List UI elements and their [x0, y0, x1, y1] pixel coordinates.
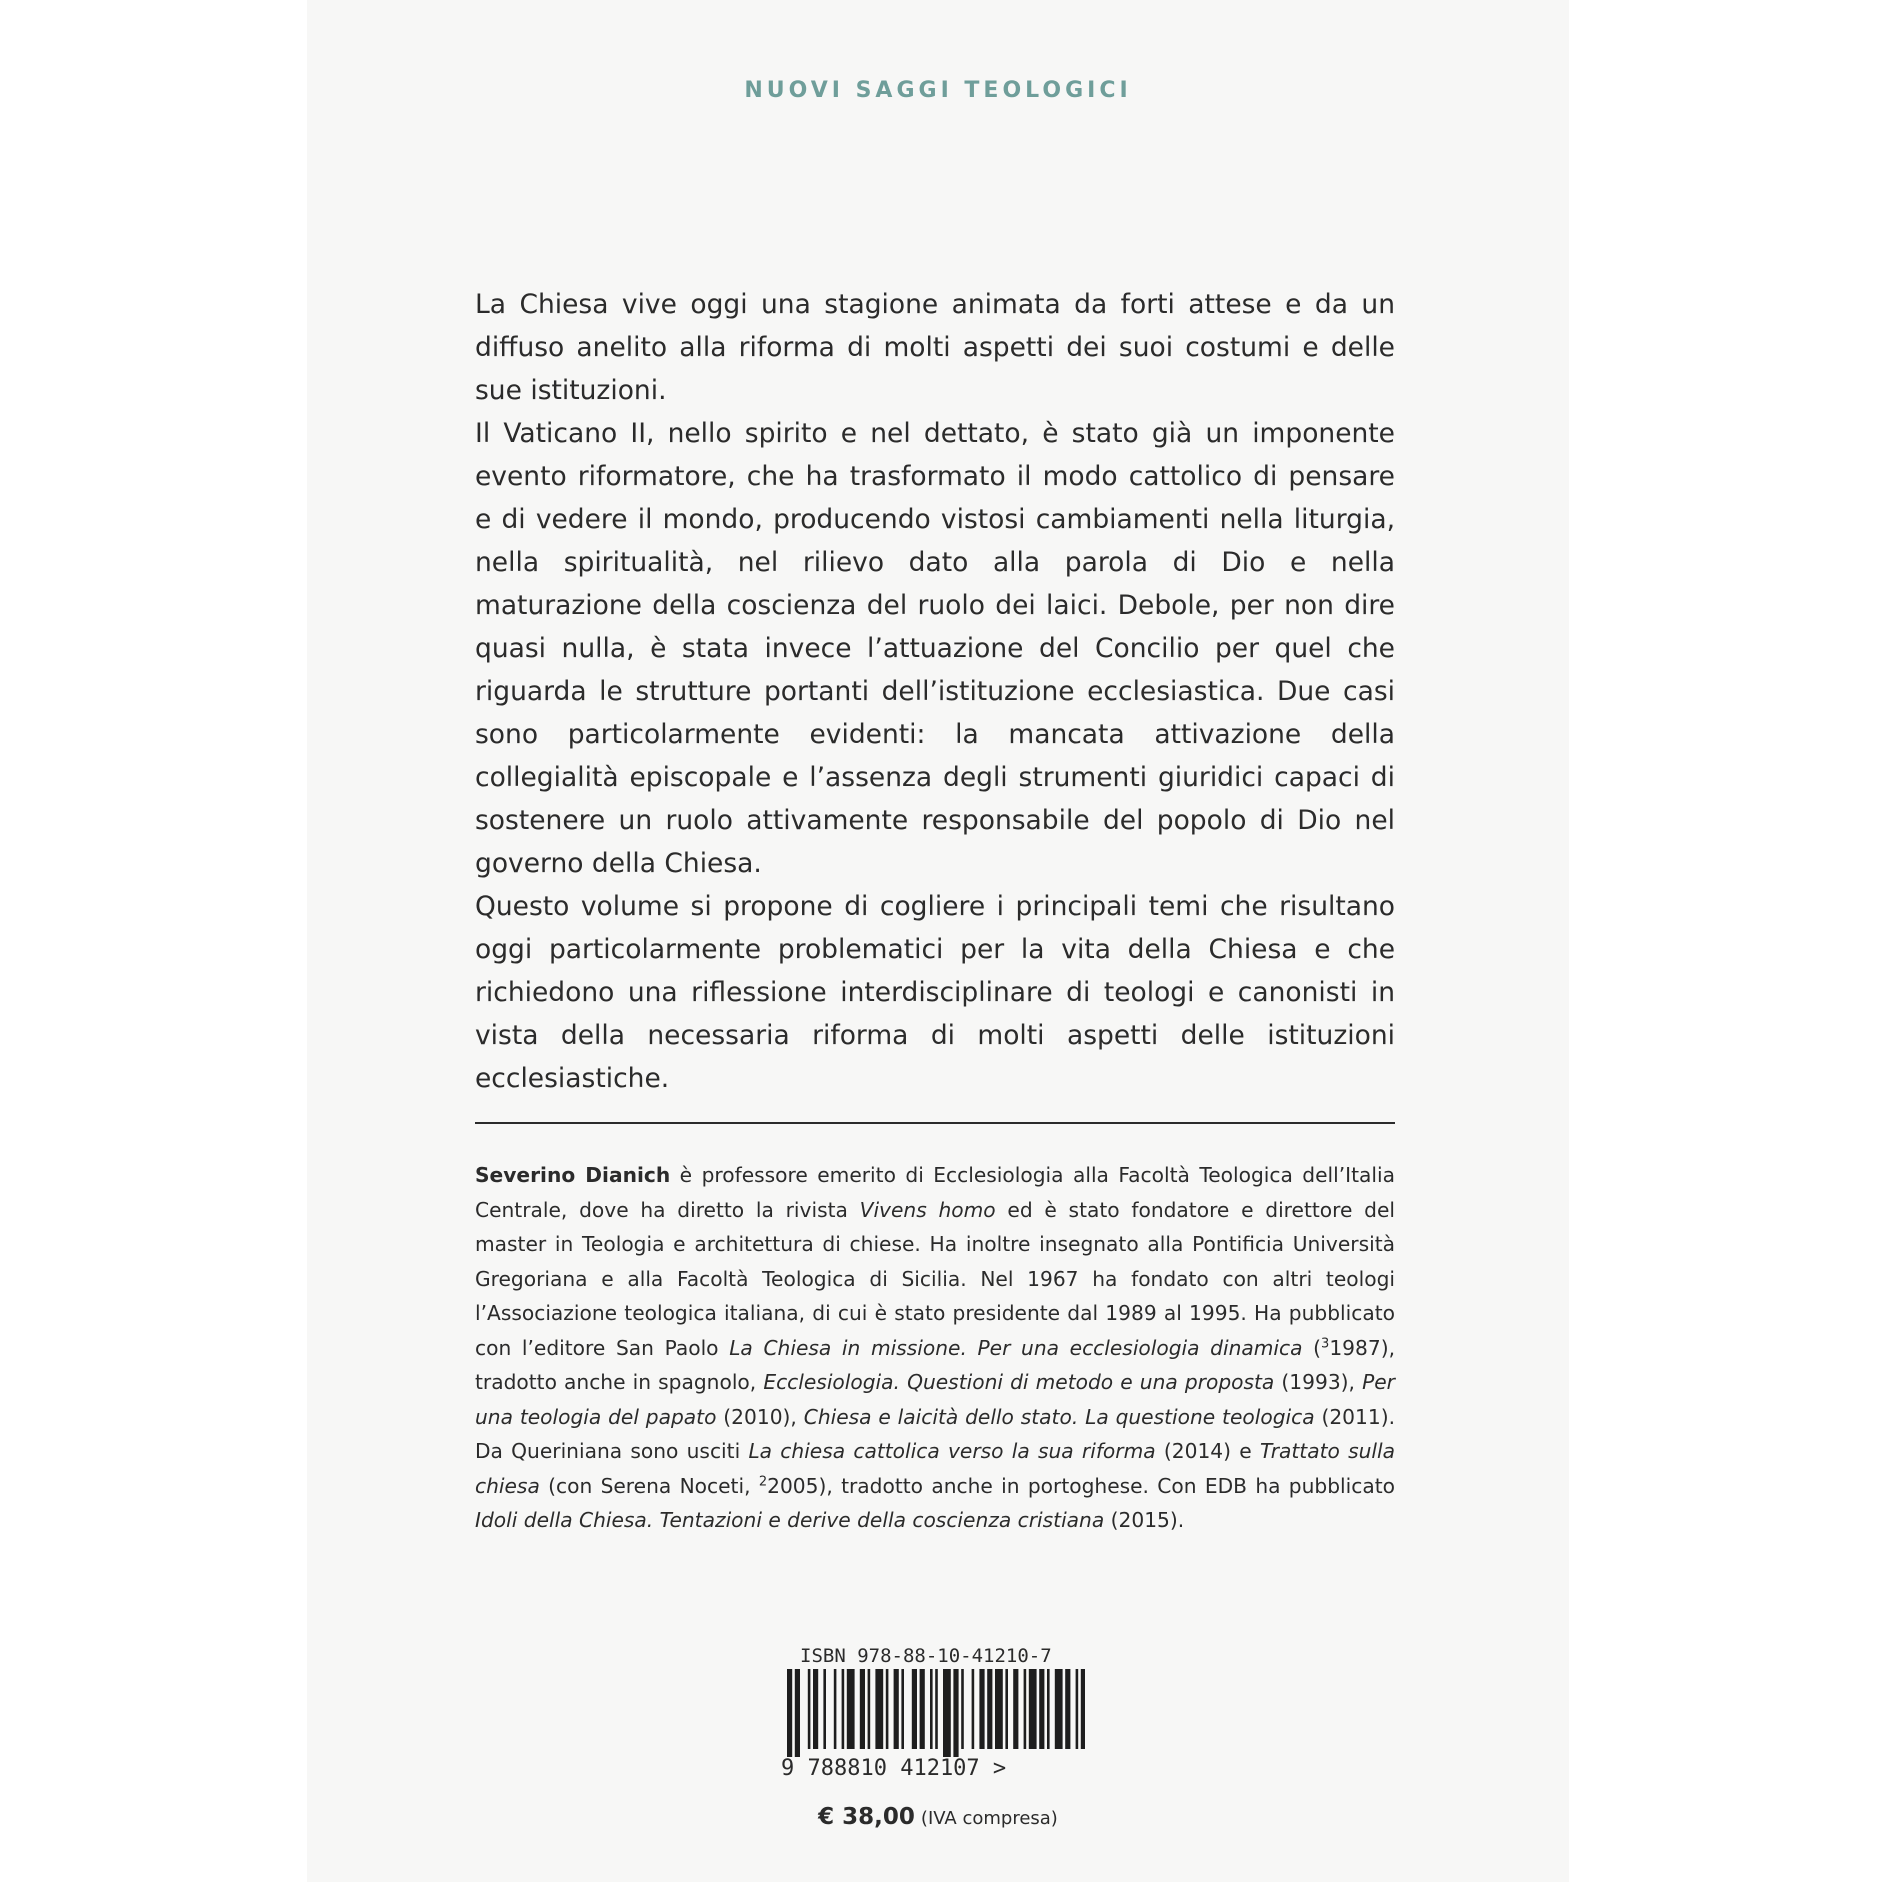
price-note: (IVA compresa): [920, 1808, 1058, 1829]
barcode-bar: [860, 1669, 865, 1749]
bio-title: Vivens homo: [859, 1197, 996, 1222]
edition-superscript: 2: [758, 1473, 768, 1489]
blurb: [475, 283, 1395, 1100]
barcode-bar: [930, 1669, 933, 1749]
barcode-bar: [935, 1669, 938, 1749]
bio-title: La Chiesa in missione. Per una ecclesiologia dinamica: [729, 1335, 1303, 1360]
barcode-bar: [1065, 1669, 1070, 1749]
barcode-bar: [972, 1669, 975, 1749]
barcode-image: [785, 1669, 1085, 1757]
barcode-bar: [912, 1669, 917, 1749]
barcode-bar: [787, 1669, 792, 1757]
barcode-bar: [847, 1669, 855, 1749]
bio-text: ed è stato fondatore e direttore del master in Teologia e architettura di chiese. Ha inoltre insegnato alla Pontificia Università Gregoriana e alla Facoltà Teologica di Sicilia. Nel 1967 ha fondato con altri teologi l’Associazione teologica italiana, di cui è stato presidente dal 1989 al 1995. Ha pubblicato con l’editore San Paolo: [475, 1197, 1395, 1360]
author-bio: [475, 1158, 1395, 1538]
bio-text: 2005), tradotto anche in portoghese. Con EDB ha pubblicato: [767, 1473, 1395, 1498]
barcode-bar: [1029, 1669, 1037, 1749]
barcode-bar: [920, 1669, 925, 1749]
blurb-paragraph-2: Il Vaticano II, nello spirito e nel dettato, è stato già un imponente evento riformatore, che ha trasformato il modo cattolico di pensare e di vedere il mondo, producendo vistosi cambiamenti nella liturgia, nella spiritualità, nel rilievo dato alla parola di Dio e nella maturazione della coscienza del ruolo dei laici. Debole, per non dire quasi nulla, è stata invece l’attuazione del Concilio per quel che riguarda le strutture portanti dell’istituzione ecclesiastica. Due casi sono particolarmente evidenti: la mancata attivazione della collegialità episcopale e l’assenza degli strumenti giuridici capaci di sostenere un ruolo attivamente responsabile del popolo di Dio nel governo della Chiesa.: [475, 418, 1395, 879]
bio-title: Idoli della Chiesa. Tentazioni e derive della coscienza cristiana: [475, 1508, 1105, 1532]
barcode-bar: [875, 1669, 883, 1749]
barcode-bar: [894, 1669, 899, 1749]
barcode-bar: [842, 1669, 845, 1749]
barcode-bar: [901, 1669, 904, 1749]
barcode-bar: [795, 1669, 800, 1757]
barcode-bar: [1076, 1669, 1079, 1749]
barcode-bar: [886, 1669, 889, 1749]
edition-superscript: 3: [1321, 1335, 1330, 1351]
bio-title: Chiesa e laicità dello stato. La questione teologica: [803, 1404, 1315, 1429]
author-name: Severino Dianich: [475, 1163, 671, 1187]
bio-title: La chiesa cattolica verso la sua riforma: [748, 1439, 1156, 1463]
bio-title: Trattato sulla chiesa: [475, 1439, 1395, 1498]
barcode-bar: [1055, 1669, 1063, 1749]
ean-digits: 9 788810 412107 >: [781, 1756, 1007, 1781]
bio-title: Per una teologia del papato: [475, 1370, 1395, 1429]
bio-text: (2011). Da Queriniana sono usciti: [475, 1404, 1395, 1463]
bio-text: (2010),: [716, 1404, 804, 1429]
barcode-bar: [1081, 1669, 1085, 1749]
barcode-bar: [1039, 1669, 1044, 1749]
price-line: [307, 1804, 1569, 1830]
barcode-bar: [1024, 1669, 1027, 1749]
barcode-bar: [987, 1669, 992, 1749]
barcode-bar: [1013, 1669, 1018, 1749]
bio-text: (2014) e: [1155, 1439, 1260, 1463]
barcode-bar: [808, 1669, 811, 1749]
price: € 38,00: [818, 1804, 915, 1830]
barcode-bar: [813, 1669, 818, 1749]
barcode-bar: [953, 1669, 958, 1757]
barcode-bar: [1047, 1669, 1050, 1749]
bio-text: 1987), tradotto anche in spagnolo,: [475, 1335, 1395, 1394]
blurb-paragraph-3: Questo volume si propone di cogliere i principali temi che risultano oggi particolarmente problematici per la vita della Chiesa e che richiedono una riflessione interdisciplinare di teologi e canonisti in vista della necessaria riforma di molti aspetti delle istituzioni ecclesiastiche.: [475, 891, 1395, 1094]
barcode-bar: [979, 1669, 984, 1749]
barcode-bar: [834, 1669, 837, 1749]
barcode-bar: [823, 1669, 826, 1749]
barcode-bar: [943, 1669, 951, 1757]
blurb-paragraph-1: La Chiesa vive oggi una stagione animata da forti attese e da un diffuso anelito alla riforma di molti aspetti dei suoi costumi e delle sue istituzioni.: [475, 289, 1395, 406]
barcode-bar: [995, 1669, 1003, 1749]
bio-text: è professore emerito di Ecclesiologia alla Facoltà Teologica dell’Italia Centrale, dove ha diretto la rivista: [475, 1163, 1396, 1222]
barcode-bar: [1005, 1669, 1008, 1749]
bio-text: (1993),: [1274, 1370, 1363, 1394]
bio-text: (2015).: [1104, 1508, 1185, 1532]
barcode-bar: [961, 1669, 964, 1749]
bio-text: (con Serena Noceti,: [539, 1473, 759, 1498]
series-title: NUOVI SAGGI TEOLOGICI: [744, 78, 1132, 103]
bio-text: (: [1302, 1335, 1322, 1360]
barcode-bar: [868, 1669, 871, 1749]
divider: [475, 1122, 1395, 1124]
isbn-label: ISBN 978-88-10-41210-7: [800, 1645, 1052, 1667]
bio-title: Ecclesiologia. Questioni di metodo e una proposta: [763, 1370, 1275, 1394]
book-back-cover: [307, 0, 1569, 1882]
